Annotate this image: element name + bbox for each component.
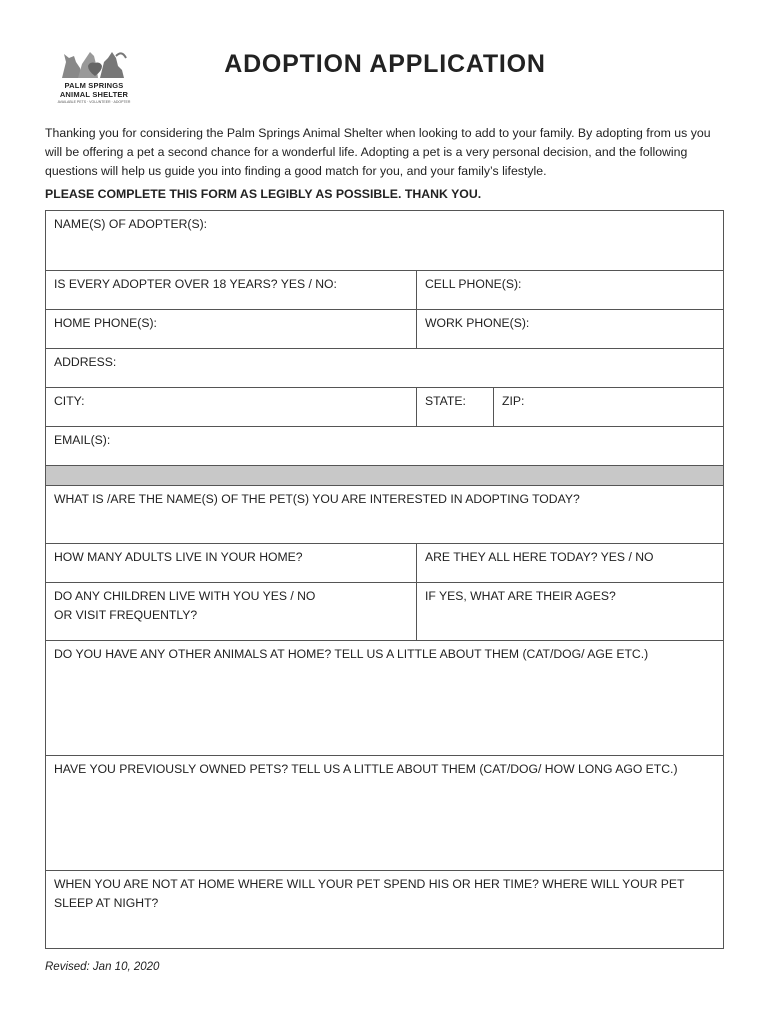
children-ages-field[interactable]: IF YES, WHAT ARE THEIR AGES? — [416, 583, 723, 640]
away-field[interactable] — [46, 871, 723, 948]
away-line2: SLEEP AT NIGHT? — [54, 896, 159, 910]
children-field[interactable] — [46, 583, 416, 640]
adoption-form — [45, 210, 724, 949]
row-email — [46, 427, 723, 466]
children-line1: DO ANY CHILDREN LIVE WITH YOU YES / NO — [54, 589, 316, 603]
row-city — [46, 388, 723, 427]
state-field[interactable]: STATE: — [416, 388, 493, 426]
adults-here-field[interactable]: ARE THEY ALL HERE TODAY? YES / NO — [416, 544, 723, 582]
form-instruction: PLEASE COMPLETE THIS FORM AS LEGIBLY AS POSSIBLE. THANK YOU. — [45, 187, 482, 201]
email-field[interactable]: EMAIL(S): — [54, 433, 111, 447]
row-phones — [46, 310, 723, 349]
row-previous-pets — [46, 756, 723, 871]
address-field[interactable]: ADDRESS: — [54, 355, 117, 369]
names-field[interactable]: NAME(S) OF ADOPTER(S): — [54, 217, 208, 231]
row-other-animals — [46, 641, 723, 756]
row-children — [46, 583, 723, 641]
adults-field[interactable]: HOW MANY ADULTS LIVE IN YOUR HOME? — [54, 550, 303, 564]
logo-line2: ANIMAL SHELTER — [59, 90, 129, 99]
cell-phone-field[interactable]: CELL PHONE(S): — [416, 271, 723, 309]
page-title: ADOPTION APPLICATION — [224, 50, 546, 78]
pet-names-field[interactable]: WHAT IS /ARE THE NAME(S) OF THE PET(S) YOU ARE INTERESTED IN ADOPTING TODAY? — [54, 492, 580, 506]
other-animals-field[interactable]: DO YOU HAVE ANY OTHER ANIMALS AT HOME? TELL US A LITTLE ABOUT THEM (CAT/DOG/ AGE ETC.) — [54, 647, 649, 661]
zip-field[interactable]: ZIP: — [493, 388, 723, 426]
row-age-cell — [46, 271, 723, 310]
away-line1: WHEN YOU ARE NOT AT HOME WHERE WILL YOUR PET SPEND HIS OR HER TIME? WHERE WILL YOUR PET — [54, 877, 685, 891]
section-divider — [46, 466, 723, 486]
row-pet-names — [46, 486, 723, 544]
row-away — [46, 871, 723, 948]
city-field[interactable]: CITY: — [54, 394, 85, 408]
row-adults — [46, 544, 723, 583]
logo-tagline: AVAILABLE PETS · VOLUNTEER · ADOPTER — [57, 100, 131, 104]
row-names — [46, 211, 723, 271]
revision-date: Revised: Jan 10, 2020 — [45, 961, 160, 973]
work-phone-field[interactable]: WORK PHONE(S): — [416, 310, 723, 348]
children-line2: OR VISIT FREQUENTLY? — [54, 608, 198, 622]
intro-paragraph: Thanking you for considering the Palm Springs Animal Shelter when looking to add to your family. By adopting from us you will be offering a pet a second chance for a wonderful life. Adopting a pet is a very personal decision, and the following questions will help us guide you into finding a good match for you, and your family’s lifestyle. — [45, 126, 711, 178]
previous-pets-field[interactable]: HAVE YOU PREVIOUSLY OWNED PETS? TELL US A LITTLE ABOUT THEM (CAT/DOG/ HOW LONG AGO ETC.) — [54, 762, 678, 776]
over18-field[interactable]: IS EVERY ADOPTER OVER 18 YEARS? YES / NO: — [54, 277, 337, 291]
logo-line1: PALM SPRINGS — [64, 81, 124, 90]
home-phone-field[interactable]: HOME PHONE(S): — [54, 316, 157, 330]
row-address — [46, 349, 723, 388]
